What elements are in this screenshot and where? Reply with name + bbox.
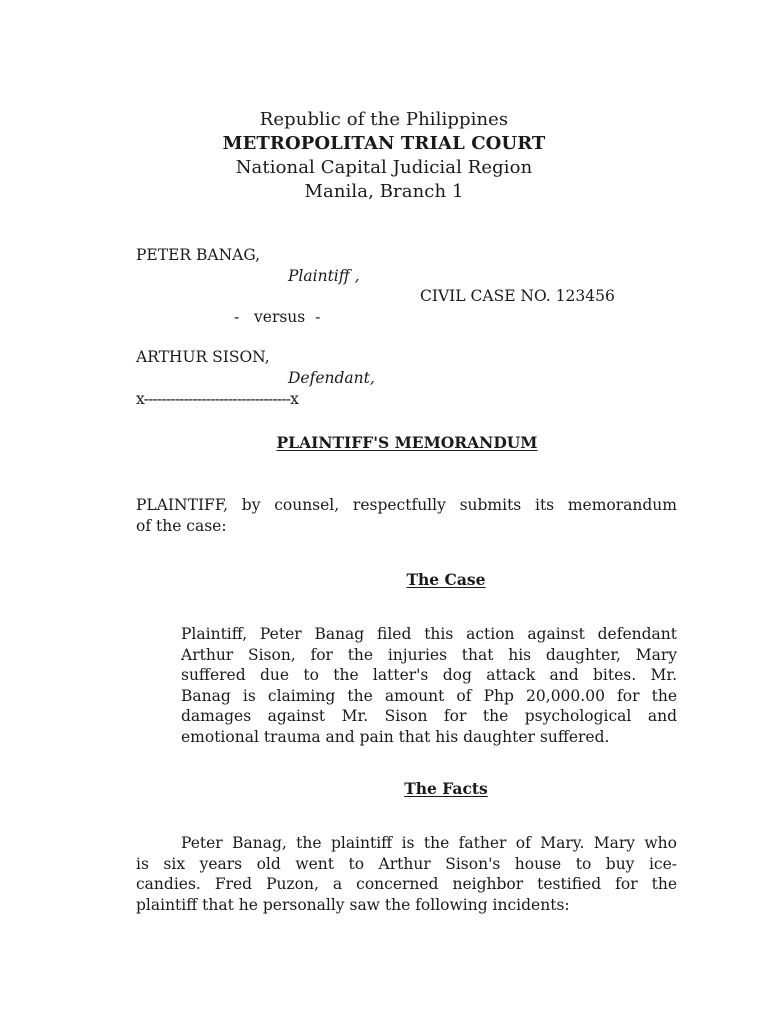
intro-line: PLAINTIFF, by counsel, respectfully submits its memorandum <box>136 496 677 514</box>
header-republic: Republic of the Philippines <box>259 109 509 130</box>
header-court: METROPOLITAN TRIAL COURT <box>222 133 546 154</box>
caption-separator: x---------------------------------x <box>136 390 299 408</box>
case-line: Plaintiff, Peter Banag filed this action against defendant <box>181 625 677 643</box>
defendant-role: Defendant, <box>288 369 375 387</box>
section-heading-facts-text: The Facts <box>404 779 488 798</box>
facts-line: is six years old went to Arthur Sison's house to buy ice- <box>136 854 677 873</box>
case-line: damages against Mr. Sison for the psychological and <box>181 707 677 726</box>
plaintiff-role: Plaintiff , <box>288 267 360 285</box>
case-paragraph <box>181 624 677 748</box>
case-line: emotional trauma and pain that his daughter suffered. <box>181 727 610 746</box>
facts-line: Peter Banag, the plaintiff is the father of Mary. Mary who <box>181 834 677 852</box>
case-line: Arthur Sison, for the injuries that his daughter, Mary <box>181 645 677 664</box>
section-heading-facts <box>62 779 768 799</box>
case-number: CIVIL CASE NO. 123456 <box>420 287 615 305</box>
intro-line: of the case: <box>136 516 227 535</box>
section-heading-case <box>62 570 768 590</box>
defendant-name: ARTHUR SISON, <box>136 348 270 366</box>
facts-paragraph <box>136 833 677 915</box>
versus-label: - versus - <box>234 308 321 326</box>
case-line: suffered due to the latter's dog attack and bites. Mr. <box>181 666 677 685</box>
intro-paragraph <box>136 495 677 536</box>
header-region: National Capital Judicial Region <box>235 157 533 178</box>
facts-line: candies. Fred Puzon, a concerned neighbor testified for the <box>136 875 677 894</box>
plaintiff-name: PETER BANAG, <box>136 246 261 264</box>
document-title <box>23 433 768 453</box>
case-line: Banag is claiming the amount of Php 20,000.00 for the <box>181 686 677 705</box>
section-heading-case-text: The Case <box>406 570 486 589</box>
document-title-text: PLAINTIFF'S MEMORANDUM <box>276 433 538 452</box>
facts-line: plaintiff that he personally saw the following incidents: <box>136 895 570 914</box>
header-branch: Manila, Branch 1 <box>304 181 464 202</box>
